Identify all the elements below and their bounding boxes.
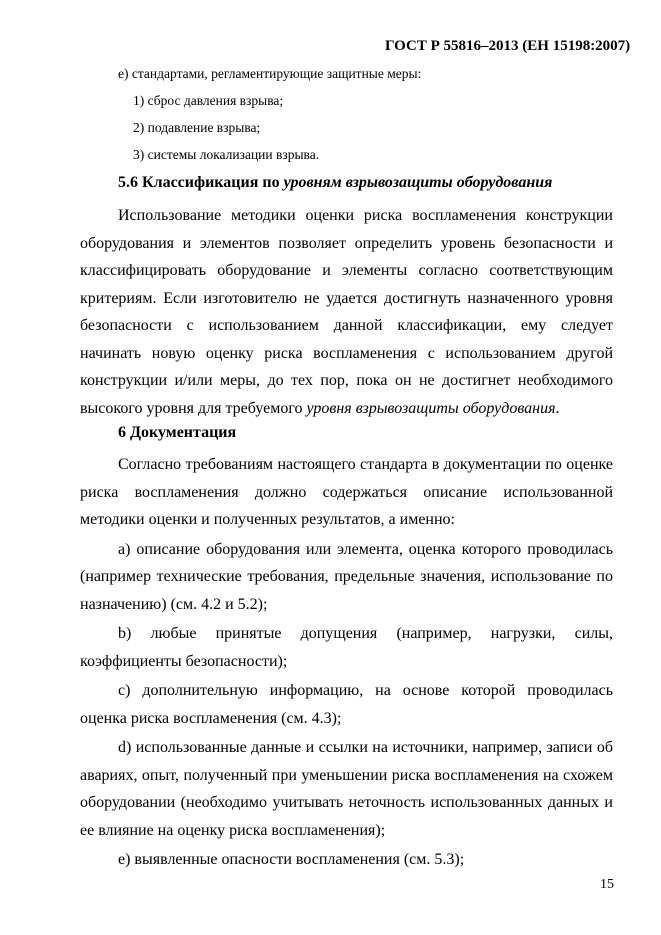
documentation-item: b) любые принятые допущения (например, нагрузки, силы, коэффициенты безопасности); xyxy=(80,625,613,670)
paragraph-italic-term: уровня взрывозащиты оборудования xyxy=(306,399,556,417)
section-5-6-paragraph xyxy=(80,202,613,422)
page-number: 15 xyxy=(600,877,614,892)
paragraph-text: Использование методики оценки риска воспламенения конструкции оборудования и элементов позволяет определить уровень безопасности и классифицировать оборудование и элементы согласно соответствующим критериям. Если изготовителю не удается достигнуть назначенного уровня безопасности с использованием данной классификации, ему следует начинать новую оценку риска воспламенения с использованием другой конструкции и/или меры, до тех пор, пока он не достигнет необходимого высокого уровня для требуемого xyxy=(80,207,613,417)
section-5-6-body xyxy=(80,202,613,422)
paragraph-end: . xyxy=(555,399,560,417)
intro-list-item: 3) системы локализации взрыва. xyxy=(133,147,320,162)
section-5-6-heading-prefix: 5.6 Классификация по xyxy=(118,174,284,191)
section-6-heading: 6 Документация xyxy=(118,424,237,441)
documentation-item: а) описание оборудования или элемента, оценка которого проводилась (например технические требования, предельные значения, использование по назначению) (см. 4.2 и 5.2); xyxy=(80,540,613,613)
section-5-6-heading xyxy=(118,174,552,192)
documentation-item: c) дополнительную информацию, на основе которой проводилась оценка риска воспламенения (см. 4.3); xyxy=(80,682,613,727)
section-6-body xyxy=(80,451,613,874)
section-6-intro: Согласно требованиям настоящего стандарта в документации по оценке риска воспламенения должно содержаться описание использованной методики оценки и полученных результатов, а именно: xyxy=(80,456,613,528)
documentation-item: d) использованные данные и ссылки на источники, например, записи об авариях, опыт, полученный при уменьшении риска воспламенения на схожем оборудовании (необходимо учитывать неточность использованных данных и ее влияние на оценку риска воспламенения); xyxy=(80,739,613,839)
section-5-6-heading-italic: уровням взрывозащиты оборудования xyxy=(283,174,553,191)
intro-list-item: 2) подавление взрыва; xyxy=(133,120,261,135)
document-code-header: ГОСТ Р 55816–2013 (ЕН 15198:2007) xyxy=(385,38,631,54)
intro-list-lead: е) стандартами, регламентирующие защитные меры: xyxy=(118,66,422,81)
documentation-item: е) выявленные опасности воспламенения (см. 5.3); xyxy=(118,851,465,868)
intro-list-item: 1) сброс давления взрыва; xyxy=(133,93,284,108)
